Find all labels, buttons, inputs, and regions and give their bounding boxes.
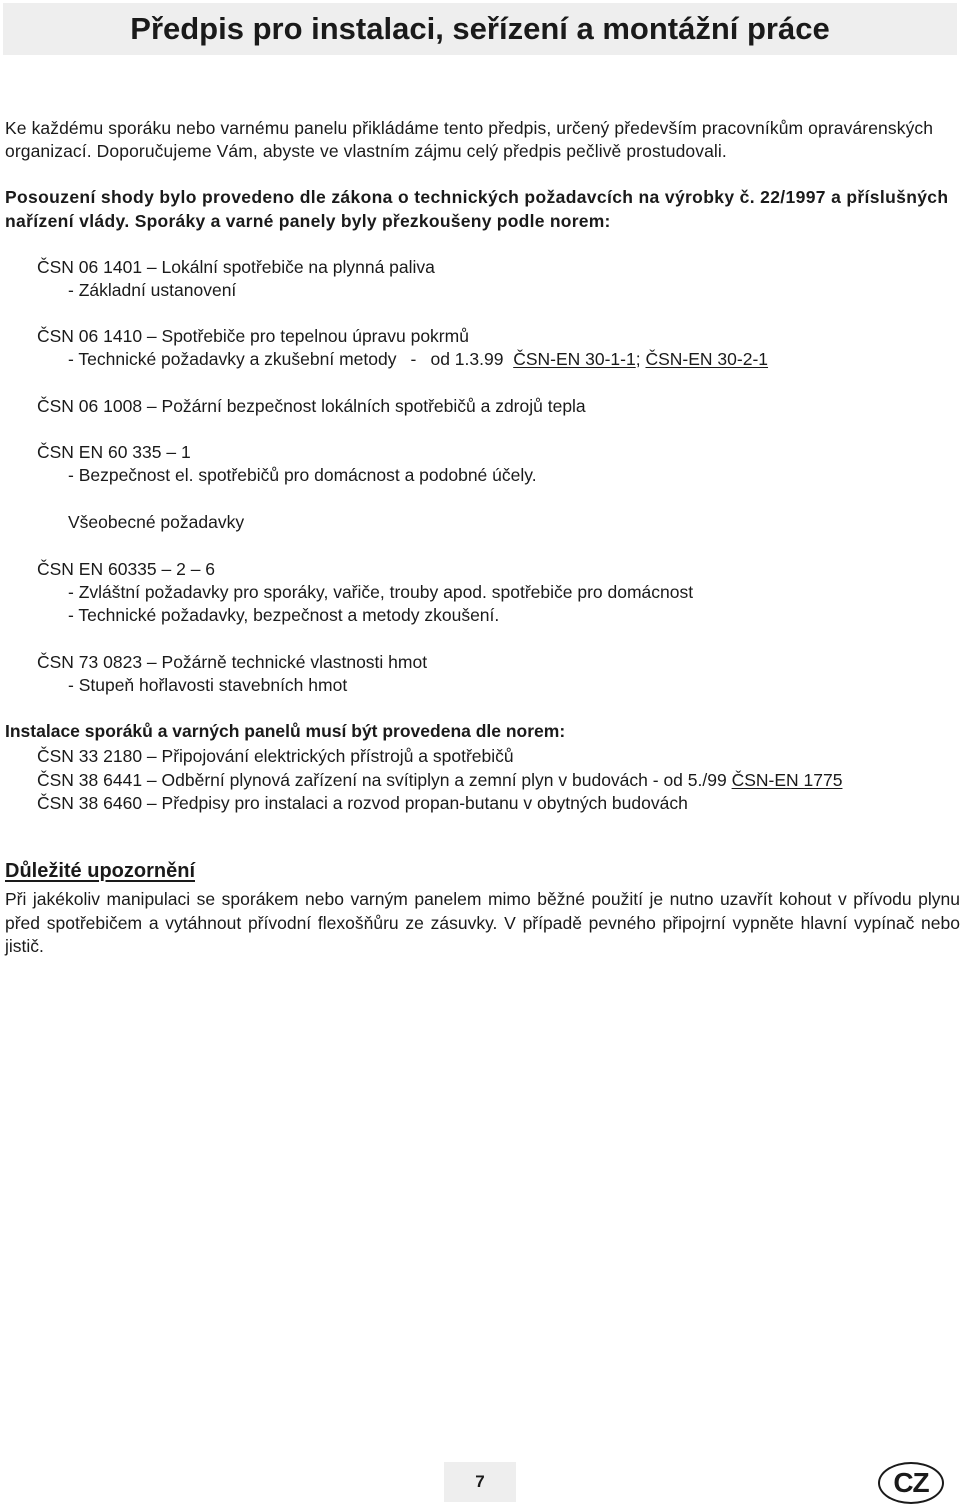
warning-heading: Důležité upozornění	[5, 860, 195, 882]
installation-list	[37, 745, 842, 816]
norm-title: ČSN EN 60 335 – 1	[37, 442, 191, 462]
norm-subline-text: - Technické požadavky a zkušební metody	[68, 349, 397, 369]
installation-item-text: ČSN 38 6441 – Odběrní plynová zařízení na svítiplyn a zemní plyn v budovách - od 5./99	[37, 769, 732, 790]
separator: ;	[635, 349, 641, 369]
intro-paragraph: Ke každému sporáku nebo varnému panelu přikládáme tento předpis, určený především pracovníkům opravárenských organizací. Doporučujeme Vám, abyste ve vlastním zájmu celý předpis pečlivě prostudovali.	[5, 118, 934, 161]
norm-subline: - Stupeň hořlavosti stavebních hmot	[68, 675, 348, 695]
norm-reference: ČSN-EN 1775	[731, 769, 843, 790]
installation-item: ČSN 33 2180 – Připojování elektrických přístrojů a spotřebičů	[37, 746, 514, 766]
installation-item	[37, 769, 842, 793]
norm-subline	[37, 348, 768, 371]
norm-subline: Všeobecné požadavky	[68, 512, 245, 532]
title-bar	[3, 3, 957, 55]
installation-item: ČSN 38 6460 – Předpisy pro instalaci a rozvod propan-butanu v obytných budovách	[37, 793, 688, 813]
page-number: 7	[444, 1462, 516, 1502]
language-badge: CZ	[878, 1462, 944, 1504]
norm-title: ČSN EN 60335 – 2 – 6	[37, 559, 216, 579]
norm-title: ČSN 06 1401 – Lokální spotřebiče na plynná paliva	[37, 257, 435, 277]
conformity-lead: Posouzení shody bylo provedeno dle zákona o technických požadavcích na výrobky č. 22/1997 a příslušných nařízení vlády.	[5, 187, 949, 231]
norm-subline: - Základní ustanovení	[68, 280, 237, 300]
norm-title: ČSN 73 0823 – Požárně technické vlastnosti hmot	[37, 652, 428, 672]
norm-title: ČSN 06 1410 – Spotřebiče pro tepelnou úpravu pokrmů	[37, 326, 469, 346]
norm-subline: - Bezpečnost el. spotřebičů pro domácnost a podobné účely.	[68, 465, 537, 485]
installation-heading: Instalace sporáků a varných panelů musí být provedena dle norem:	[5, 721, 566, 741]
norm-title: ČSN 06 1008 – Požární bezpečnost lokálních spotřebičů a zdrojů tepla	[37, 396, 586, 416]
norm-subline: - Zvláštní požadavky pro sporáky, vařiče, trouby apod. spotřebiče pro domácnost	[68, 582, 694, 602]
norm-reference: ČSN-EN 30-1-1	[513, 349, 636, 369]
conformity-paragraph	[5, 185, 960, 233]
separator: -	[410, 349, 417, 369]
norm-reference: ČSN-EN 30-2-1	[645, 349, 769, 369]
norm-date: od 1.3.99	[430, 349, 504, 369]
conformity-tail: Sporáky a varné panely byly přezkoušeny podle norem:	[134, 211, 611, 231]
norm-subline: - Technické požadavky, bezpečnost a metody zkoušení.	[68, 605, 500, 625]
warning-text: Při jakékoliv manipulaci se sporákem nebo varným panelem mimo běžné použití je nutno uzavřít kohout v přívodu plynu před spotřebičem a vytáhnout přívodní flexošňůru ze zásuvky. V případě pevného připojrní vypněte hlavní vypínač nebo jistič.	[5, 889, 960, 956]
page-title: Předpis pro instalaci, seřízení a montážní práce	[130, 11, 830, 46]
